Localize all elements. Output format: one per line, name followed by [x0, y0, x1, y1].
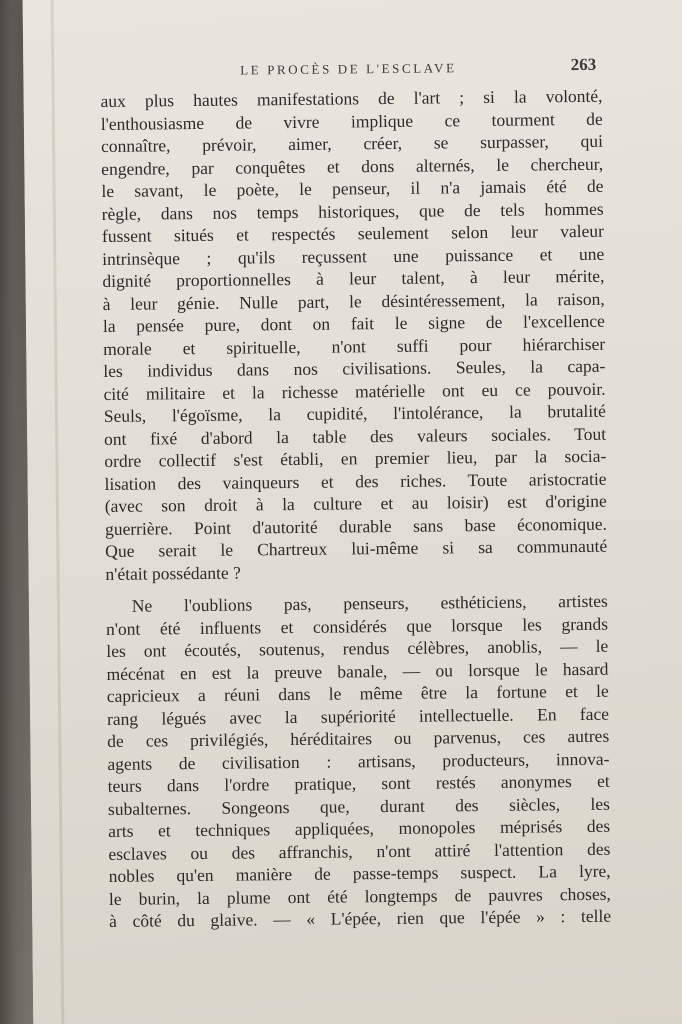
page-number: 263 [570, 54, 597, 75]
text-line: engendre, par conquêtes et dons alternés, le chercheur, [101, 153, 604, 179]
text-line: nobles qu'en manière de passe-temps suspect. La lyre, [108, 860, 611, 886]
text-line: connaître, prévoir, aimer, créer, se surpasser, qui [100, 130, 604, 156]
text-line: fussent situés et respectés seulement selon leur valeur [101, 220, 605, 246]
page-content [100, 45, 611, 933]
page-header [100, 45, 602, 90]
text-line: de ces privilégiés, héréditaires ou parvenus, ces autres [107, 725, 610, 751]
text-line: à leur génie. Nulle part, le désintéressement, la raison, [102, 288, 605, 314]
text-line: morale et spirituelle, n'ont suffi pour hiérarchiser [103, 333, 606, 359]
text-line: teurs dans l'ordre pratique, sont restés anonymes et [107, 770, 610, 796]
page-edge [51, 0, 65, 1024]
running-head: LE PROCÈS DE L'ESCLAVE [240, 60, 457, 78]
paragraph-2 [106, 590, 612, 933]
text-line: arts et techniques appliquées, monopoles méprisés des [108, 815, 611, 841]
text-line: aux plus hautes manifestations de l'art ; si la volonté, [100, 85, 603, 111]
text-line: la pensée pure, dont on fait le signe de l'excellence [102, 310, 605, 336]
text-line: les ont écoutés, soutenus, rendus célèbres, anoblis, — le [106, 635, 609, 661]
text-line: le savant, le poète, le penseur, il n'a jamais été de [101, 175, 604, 201]
text-line: rang légués avec la supériorité intellectuelle. En face [106, 703, 610, 729]
text-line: règle, dans nos temps historiques, que de tels hommes [101, 198, 604, 224]
text-line: intrinsèque ; qu'ils reçussent une puissance et une [102, 243, 605, 269]
text-line: subalternes. Songeons que, durant des siècles, les [107, 793, 611, 819]
text-line: n'ont été influents et considérés que lorsque les grands [105, 613, 609, 639]
text-line: ont fixé d'abord la table des valeurs sociales. Tout [103, 423, 607, 449]
text-line: ordre collectif s'est établi, en premier lieu, par la socia- [104, 445, 607, 471]
text-line: les individus dans nos civilisations. Seules, la capa- [103, 355, 606, 381]
text-line: à côté du glaive. — « L'épée, rien que l'épée » : telle [109, 905, 612, 931]
text-line: Seuls, l'égoïsme, la cupidité, l'intolérance, la brutalité [103, 400, 606, 426]
text-line: capricieux a réuni dans le même être la fortune et le [106, 680, 609, 706]
text-line: Que serait le Chartreux lui-même si sa communauté [105, 535, 608, 561]
text-line: agents de civilisation : artisans, producteurs, innova- [107, 748, 610, 774]
paragraph-1 [100, 85, 607, 585]
text-line: cité militaire et la richesse matérielle ont eu ce pouvoir. [103, 378, 606, 404]
text-line: n'était possédante ? [105, 562, 241, 584]
text-line: lisation des vainqueurs et des riches. Toute aristocratie [104, 468, 607, 494]
text-line: l'enthousiasme de vivre implique ce tourment de [100, 108, 603, 134]
text-line: le burin, la plume ont été longtemps de pauvres choses, [108, 883, 611, 909]
text-line: dignité proportionnelles à leur talent, à leur mérite, [102, 265, 605, 291]
text-line: mécénat en est la preuve banale, — ou lorsque le hasard [106, 658, 609, 684]
text-line: (avec son droit à la culture et au loisir) est d'origine [104, 490, 607, 516]
text-line: esclaves ou des affranchis, n'ont attiré l'attention des [108, 838, 611, 864]
text-line: Ne l'oublions pas, penseurs, esthéticiens, artistes [131, 590, 608, 616]
text-line: guerrière. Point d'autorité durable sans base économique. [104, 513, 608, 539]
